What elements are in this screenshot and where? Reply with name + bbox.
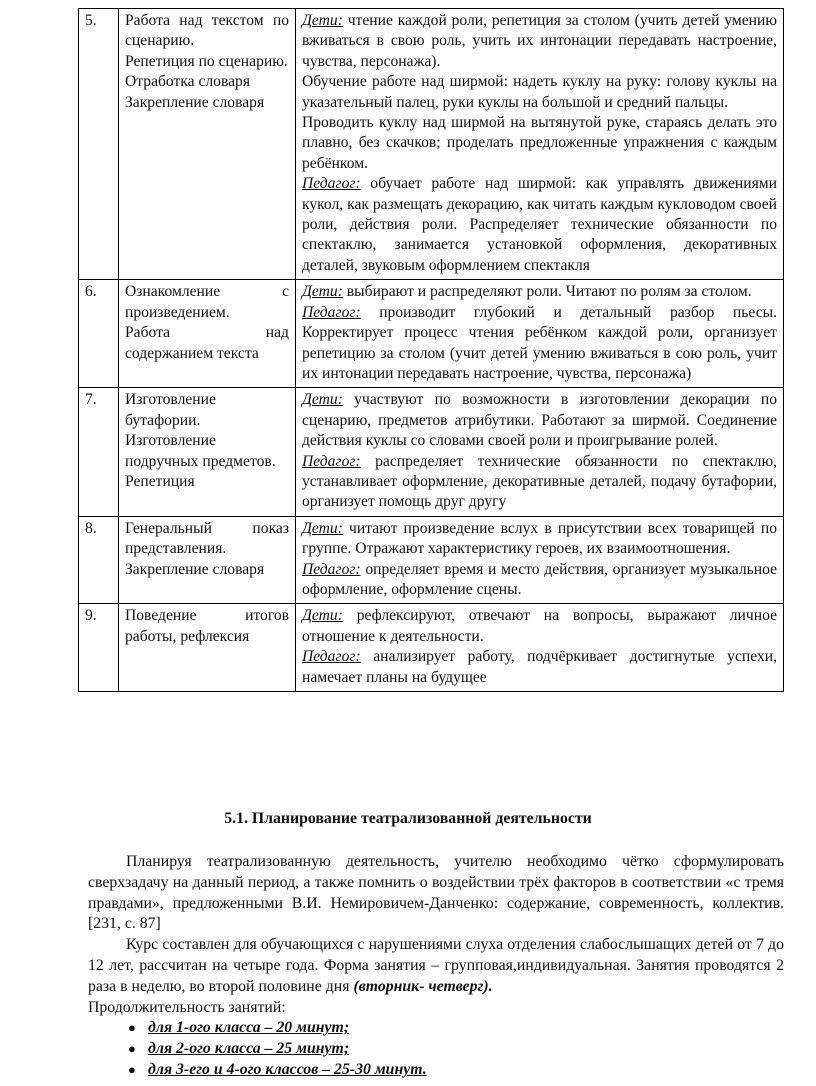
topic-line: Изготовление подручных предметов. bbox=[125, 432, 276, 470]
duration-text: для 3-его и 4-ого классов – 25-30 минут bbox=[148, 1060, 423, 1078]
role-label: Педагог: bbox=[302, 303, 361, 321]
duration-item bbox=[88, 1039, 784, 1060]
description-text: определяет время и место действия, организует музыкальное оформление, оформление сцены. bbox=[302, 560, 777, 598]
table-row bbox=[79, 280, 784, 388]
description-text: выбирают и распределяют роли. Читают по ролям за столом. bbox=[342, 283, 752, 301]
row-number: 7. bbox=[79, 388, 119, 516]
row-description bbox=[296, 388, 784, 516]
paragraph-course bbox=[88, 935, 784, 997]
table-row bbox=[79, 388, 784, 516]
bullet-icon: ● bbox=[128, 1020, 136, 1036]
topic-line: Репетиция bbox=[125, 472, 195, 490]
description-paragraph bbox=[302, 72, 777, 113]
duration-tail: . bbox=[422, 1060, 427, 1078]
topic-line: Отработка словаря bbox=[125, 73, 251, 91]
duration-text: для 1-ого класса – 20 минут; bbox=[148, 1019, 350, 1037]
bullet-icon: ● bbox=[128, 1041, 136, 1057]
row-topic bbox=[119, 604, 296, 692]
description-text: Обучение работе над ширмой: надеть куклу на руку: голову куклы на указательный палец, руки куклы на большой и средний пальцы. bbox=[302, 73, 777, 111]
row-topic bbox=[119, 280, 296, 388]
duration-item bbox=[88, 1018, 784, 1039]
course-days: (вторник- четверг). bbox=[353, 977, 493, 995]
duration-list bbox=[88, 1018, 784, 1080]
description-text: распределяет технические обязанности по спектаклю, устанавливает оформление, декоративные деталей, подачу бутафории, организует помощь друг другу bbox=[302, 452, 777, 511]
topic-line: Работа над содержанием текста bbox=[125, 324, 289, 362]
description-paragraph bbox=[302, 560, 777, 601]
description-paragraph bbox=[302, 11, 777, 72]
role-label: Дети: bbox=[302, 391, 343, 409]
description-paragraph bbox=[302, 606, 777, 647]
row-description bbox=[296, 604, 784, 692]
topic-line: Репетиция по сценарию. bbox=[125, 52, 288, 70]
description-paragraph bbox=[302, 390, 777, 451]
role-label: Педагог: bbox=[302, 175, 361, 193]
role-label: Педагог: bbox=[302, 648, 361, 666]
description-text: чтение каждой роли, репетиция за столом (учить детей умению вживаться в свою роль, учить их интонации передавать настроение, чувства, персонажа). bbox=[302, 12, 777, 70]
description-paragraph bbox=[302, 113, 777, 174]
topic-line: Закрепление словаря bbox=[125, 93, 265, 111]
description-text: производит глубокий и детальный разбор пьесы. Корректирует процесс чтения ребёнком каждой роли, организует репетицию за столом (учит детей умению вживаться в сою роль, учит их интонации передавать настроение, чувства, персонажа) bbox=[302, 303, 777, 382]
duration-item bbox=[88, 1060, 784, 1081]
row-number: 8. bbox=[79, 516, 119, 604]
topic-line: Изготовление бутафории. bbox=[125, 391, 216, 429]
role-label: Педагог: bbox=[302, 560, 361, 578]
topic-line: Генеральный показ представления. bbox=[125, 519, 289, 558]
role-label: Педагог: bbox=[302, 452, 361, 470]
table-row bbox=[79, 9, 784, 280]
description-paragraph bbox=[302, 452, 777, 513]
description-paragraph bbox=[302, 303, 777, 385]
topic-line: Закрепление словаря bbox=[125, 560, 265, 578]
description-text: рефлексируют, отвечают на вопросы, выражают личное отношение к деятельности. bbox=[302, 607, 777, 645]
table-row bbox=[79, 516, 784, 604]
topic-line: Работа над текстом по сценарию. bbox=[125, 12, 289, 50]
section-title: 5.1. Планирование театрализованной деятельности bbox=[224, 810, 592, 827]
role-label: Дети: bbox=[302, 283, 343, 301]
row-description bbox=[296, 516, 784, 604]
bullet-icon: ● bbox=[128, 1061, 136, 1077]
description-text: обучает работе над ширмой: как управлять движениями кукол, как размещать декорацию, как читать каждым кукловодом своей роли, действия роли. Распределяет технические обязанности по спектаклю, занимается установкой оформления, декоративных деталей, звуковым оформлением спектакля bbox=[302, 175, 777, 274]
paragraph-planning: Планируя театрализованную деятельность, учителю необходимо чётко сформулировать сверхзадачу на данный период, а также помнить о воздействии трёх факторов в соответствии «с тремя правдами», предложенными В.И. Немировичем-Данченко: содержание, современность, коллектив. [231, с. 87] bbox=[88, 853, 784, 933]
description-text: читают произведение вслух в присутствии всех товарищей по группе. Отражают характеристику героев, их взаимоотношения. bbox=[302, 519, 777, 558]
description-paragraph bbox=[302, 174, 777, 276]
row-number: 9. bbox=[79, 604, 119, 692]
description-text: Проводить куклу над ширмой на вытянутой руке, стараясь делать это плавно, без скачков; проделать предложенные упражнения с каждым ребёнком. bbox=[302, 114, 777, 172]
row-topic bbox=[119, 516, 296, 604]
row-topic bbox=[119, 9, 296, 280]
course-text: Курс составлен для обучающихся с нарушениями слуха отделения слабослышащих детей от 7 до 12 лет, рассчитан на четыре года. Форма занятия – групповая,индивидуальная. Занятия проводятся 2 раза в неделю, во второй половине дня bbox=[88, 936, 784, 995]
row-number: 6. bbox=[79, 280, 119, 388]
role-label: Дети: bbox=[302, 519, 343, 537]
description-text: участвуют по возможности в изготовлении декорации по сценарию, предметов атрибутики. Работают за ширмой. Соединение действия куклы со словами своей роли и проигрывание ролей. bbox=[302, 391, 777, 450]
topic-line: Поведение итогов работы, рефлексия bbox=[125, 607, 289, 645]
plan-table bbox=[78, 8, 784, 692]
duration-text: для 2-ого класса – 25 минут; bbox=[148, 1040, 350, 1058]
description-paragraph bbox=[302, 519, 777, 560]
role-label: Дети: bbox=[302, 607, 343, 625]
table-row bbox=[79, 604, 784, 692]
description-text: анализирует работу, подчёркивает достигнутые успехи, намечает планы на будущее bbox=[302, 648, 777, 686]
description-paragraph bbox=[302, 282, 777, 302]
row-number: 5. bbox=[79, 9, 119, 280]
paragraph-duration: Продолжительность занятий: bbox=[88, 998, 286, 1016]
section-body bbox=[88, 852, 784, 1081]
topic-line: Ознакомление с произведением. bbox=[125, 283, 289, 321]
row-description bbox=[296, 9, 784, 280]
description-paragraph bbox=[302, 647, 777, 688]
role-label: Дети: bbox=[302, 12, 343, 29]
row-topic bbox=[119, 388, 296, 516]
row-description bbox=[296, 280, 784, 388]
